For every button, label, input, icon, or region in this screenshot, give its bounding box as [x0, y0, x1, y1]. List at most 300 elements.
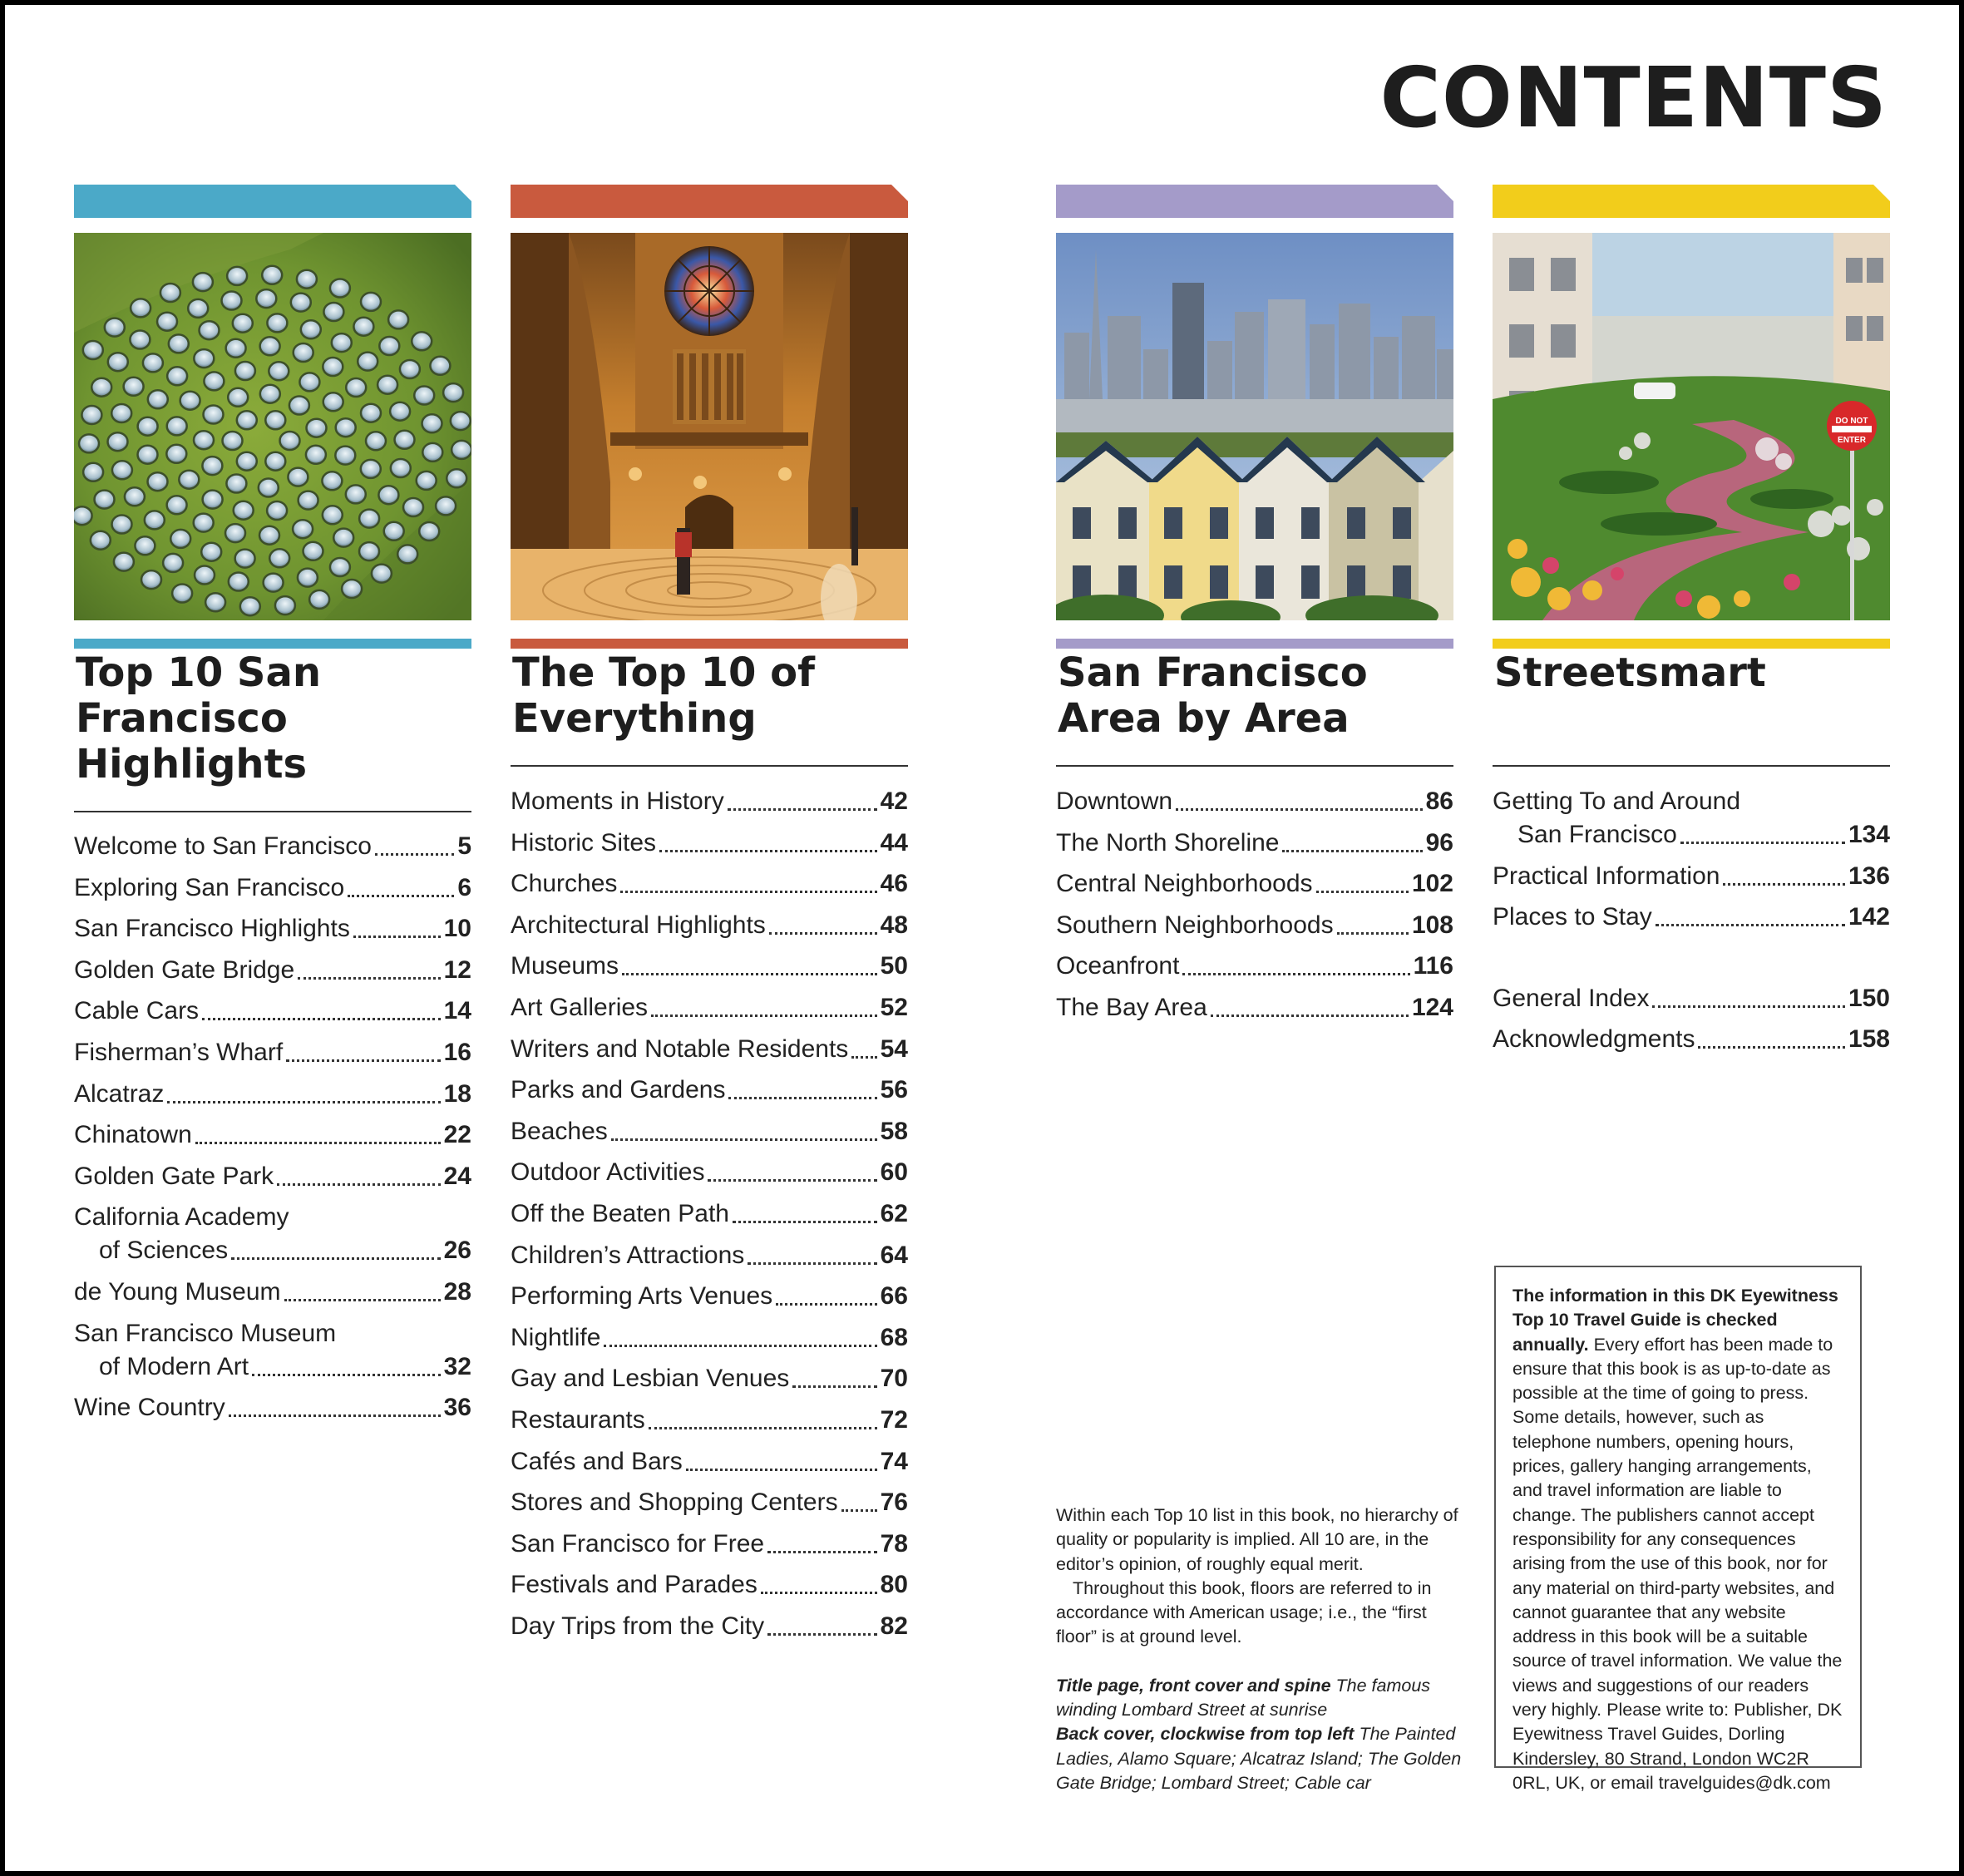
toc-entry-page: 46: [880, 870, 908, 898]
toc-entry[interactable]: [511, 827, 908, 860]
section-bar: [74, 639, 471, 649]
skylight: [359, 510, 379, 528]
leader-dots: [1282, 850, 1422, 852]
skylight: [124, 378, 144, 396]
info-box-text: Every effort has been made to ensure that this book is as up-to-date as possible at the time of going to press. Some details, however, such as telephone numbers, opening hours, prices, gallery hanging arrangements, and travel information are liable to change. The publishers cannot accept responsibility for any consequences arising from the use of this book, nor for any material on third-party websites, and cannot guarantee that any website address in this book will be a suitable source of travel information. We value the views and suggestions of our readers very highly. Please write to: Publisher, DK Eyewitness Travel Guides, Dorling Kindersley, 80 Strand, London WC2R 0RL, UK, or email travelguides@dk.com: [1512, 1334, 1843, 1793]
toc-entry[interactable]: [511, 1239, 908, 1272]
info-box: [1494, 1266, 1862, 1793]
toc-entry-page: 26: [443, 1237, 471, 1265]
note-paragraph: Within each Top 10 list in this book, no hierarchy of quality or popularity is implied. All 10 are, in the editor’s opinion, of roughly equal merit.: [1056, 1505, 1458, 1574]
skylight: [306, 446, 326, 464]
leader-dots: [851, 1056, 876, 1059]
skylight: [265, 411, 285, 429]
toc-entry-page: 56: [880, 1076, 908, 1104]
skylight: [170, 530, 190, 548]
skylight: [111, 404, 131, 422]
toc-entry-label: Welcome to San Francisco: [74, 832, 372, 860]
skylight: [288, 468, 308, 486]
section-tab: [511, 185, 908, 218]
skylight: [114, 553, 134, 571]
skylight: [141, 570, 161, 589]
toc-entry[interactable]: [511, 1074, 908, 1107]
skylight: [259, 526, 279, 545]
toc-entry[interactable]: [511, 1486, 908, 1519]
toc-entry-label: Getting To and Around: [1493, 787, 1741, 815]
skylight: [336, 418, 356, 437]
section-everything: [511, 185, 908, 1640]
toc-entry[interactable]: [511, 1362, 908, 1395]
skylight: [235, 550, 255, 568]
leader-dots: [1656, 924, 1845, 926]
leader-dots: [167, 1101, 440, 1103]
skylight: [91, 531, 111, 550]
toc-entry-page: 76: [880, 1488, 908, 1517]
section-rule: [1056, 765, 1453, 767]
skylight: [222, 292, 242, 310]
toc-entry[interactable]: [511, 1528, 908, 1561]
toc-entry[interactable]: [74, 1118, 471, 1152]
skylight: [194, 349, 214, 368]
skylight: [160, 284, 180, 302]
skylight: [378, 486, 398, 504]
skylight: [112, 516, 132, 534]
skylight: [167, 417, 187, 435]
skylight: [138, 446, 158, 464]
skylight: [108, 353, 128, 371]
toc-entry-page: 150: [1848, 984, 1890, 1012]
credit-text: The Painted Ladies, Alamo Square; Alcatraz Island; The Golden Gate Bridge; Lombard Street; Cable car: [1056, 1724, 1462, 1793]
toc-entry[interactable]: [74, 1078, 471, 1111]
skylight: [299, 491, 318, 510]
toc-entry-page: 60: [880, 1158, 908, 1187]
toc-entry[interactable]: [1493, 785, 1890, 852]
toc-entry-page: 24: [443, 1162, 471, 1190]
skylight: [179, 471, 199, 489]
toc-entry-label: San Francisco Museum: [74, 1319, 337, 1347]
toc-entry[interactable]: [74, 1160, 471, 1193]
skylight: [228, 388, 248, 407]
skylight: [333, 529, 353, 547]
toc-entry-label: Historic Sites: [511, 828, 657, 857]
toc-entry-page: 58: [880, 1117, 908, 1145]
skylight: [163, 554, 183, 572]
toc-entry-page: 72: [880, 1405, 908, 1434]
leader-dots: [761, 1592, 877, 1594]
toc-entry[interactable]: [74, 1317, 471, 1384]
skylight: [202, 457, 222, 475]
skylight: [412, 332, 432, 350]
toc-entry-label: Cafés and Bars: [511, 1447, 683, 1475]
toc-entry-label: San Francisco for Free: [511, 1529, 765, 1558]
skylight: [81, 406, 101, 424]
toc-entry-label-cont: San Francisco: [1517, 821, 1677, 848]
skylight: [172, 585, 192, 603]
toc-entry-page: 12: [443, 955, 471, 984]
toc-entry-page: 136: [1848, 861, 1890, 890]
photo-credits: [1056, 1674, 1463, 1795]
toc-list: [1056, 785, 1453, 1033]
toc-entry[interactable]: [511, 1156, 908, 1189]
toc-entry-label: Festivals and Parades: [511, 1571, 757, 1599]
skylight: [299, 373, 319, 391]
toc-entry[interactable]: [511, 1610, 908, 1643]
toc-entry-label: Golden Gate Park: [74, 1162, 274, 1190]
skylight: [361, 404, 381, 422]
leader-dots: [353, 936, 441, 938]
toc-entry[interactable]: [1056, 867, 1453, 901]
toc-entry[interactable]: [74, 1201, 471, 1267]
skylight: [180, 392, 200, 410]
skylight: [397, 545, 417, 563]
skylight: [264, 574, 284, 592]
skylight: [74, 506, 92, 525]
note-paragraph: Throughout this book, floors are referred to in accordance with American usage; i.e., the “first floor” is at ground level.: [1056, 1577, 1432, 1647]
section-title: San Francisco Area by Area: [1058, 649, 1368, 742]
leader-dots: [659, 850, 877, 852]
section-tab: [1493, 185, 1890, 218]
toc-entry-page: 64: [880, 1241, 908, 1269]
page-title: CONTENTS: [1379, 49, 1888, 146]
skylight: [201, 543, 221, 561]
skylight: [323, 506, 343, 524]
skylight: [322, 471, 342, 490]
leader-dots: [277, 1183, 440, 1186]
skylight: [330, 279, 350, 298]
toc-entry[interactable]: [74, 1391, 471, 1424]
editorial-note: [1056, 1503, 1463, 1795]
toc-entry[interactable]: [74, 871, 471, 905]
skylight: [167, 496, 187, 514]
sign-text-line2: ENTER: [1838, 436, 1866, 445]
toc-entry-label: Alcatraz: [74, 1079, 165, 1108]
toc-entry[interactable]: [511, 1445, 908, 1479]
skylight: [225, 524, 245, 542]
skylight: [233, 314, 253, 333]
toc-entry-page: 5: [457, 832, 471, 860]
skylight: [194, 431, 214, 449]
toc-entry[interactable]: [511, 991, 908, 1024]
toc-entry[interactable]: [1493, 982, 1890, 1015]
toc-entry-page: 96: [1425, 828, 1453, 857]
section-bar: [1056, 639, 1453, 649]
toc-entry-label: Moments in History: [511, 787, 724, 815]
toc-entry-label: Beaches: [511, 1117, 608, 1145]
toc-entry-label: Fisherman’s Wharf: [74, 1038, 284, 1066]
toc-entry[interactable]: [1056, 909, 1453, 942]
toc-entry[interactable]: [1493, 901, 1890, 934]
toc-entry-page: 66: [880, 1282, 908, 1311]
skylight: [323, 303, 343, 321]
toc-entry[interactable]: [74, 912, 471, 945]
skylight: [226, 339, 246, 358]
leader-dots: [748, 1262, 876, 1265]
section-photo-cathedral: [511, 233, 908, 620]
leader-dots: [284, 1299, 441, 1301]
skylight: [234, 501, 254, 520]
skylight: [148, 472, 168, 491]
toc-entry[interactable]: [511, 1568, 908, 1602]
toc-entry-page: 82: [880, 1612, 908, 1640]
toc-list: [74, 830, 471, 1433]
section-photo-academy-roof: [74, 233, 471, 620]
toc-entry-label: Restaurants: [511, 1405, 645, 1434]
list-spacer: [1493, 942, 1890, 982]
skylight: [447, 469, 466, 487]
skylight: [414, 387, 434, 405]
toc-entry-label: Performing Arts Venues: [511, 1282, 773, 1311]
skylight: [372, 565, 392, 583]
toc-entry-page: 78: [880, 1529, 908, 1558]
toc-entry[interactable]: [74, 995, 471, 1028]
toc-entry-page: 142: [1848, 903, 1890, 931]
toc-entry-label: Nightlife: [511, 1323, 601, 1351]
leader-dots: [1182, 973, 1409, 975]
toc-entry-page: 86: [1425, 787, 1453, 815]
toc-entry-label: Central Neighborhoods: [1056, 870, 1313, 898]
skylight: [105, 318, 125, 337]
toc-entry[interactable]: [74, 1036, 471, 1069]
skylight: [95, 491, 115, 509]
skylight: [260, 337, 280, 355]
toc-entry-page: 14: [443, 997, 471, 1025]
toc-entry-page: 28: [443, 1277, 471, 1306]
leader-dots: [202, 1018, 441, 1020]
toc-entry-page: 44: [880, 828, 908, 857]
toc-entry-label: Exploring San Francisco: [74, 873, 345, 901]
toc-entry-label: Places to Stay: [1493, 903, 1652, 931]
skylight: [378, 376, 397, 394]
skylight: [361, 460, 381, 478]
skylight: [145, 511, 165, 529]
leader-dots: [767, 1551, 877, 1553]
toc-entry-label: San Francisco Highlights: [74, 915, 350, 943]
toc-entry-label: Chinatown: [74, 1121, 192, 1149]
skylight: [269, 549, 289, 567]
leader-dots: [1316, 891, 1409, 893]
section-title: Top 10 San Francisco Highlights: [76, 649, 322, 787]
leader-dots: [1211, 1015, 1409, 1017]
skylight: [125, 487, 145, 506]
toc-entry-label: Art Galleries: [511, 993, 649, 1021]
leader-dots: [1680, 842, 1845, 844]
toc-entry-page: 22: [443, 1121, 471, 1149]
leader-dots: [375, 853, 454, 856]
leader-dots: [708, 1179, 876, 1182]
skylight: [203, 491, 223, 509]
toc-entry-page: 158: [1848, 1025, 1890, 1054]
toc-entry[interactable]: [511, 909, 908, 942]
skylight: [204, 372, 224, 390]
section-title: Streetsmart: [1494, 649, 1766, 696]
toc-entry-label: Outdoor Activities: [511, 1158, 705, 1187]
toc-entry[interactable]: [511, 867, 908, 901]
section-bar: [511, 639, 908, 649]
toc-entry-label: California Academy: [74, 1203, 289, 1232]
section-rule: [511, 765, 908, 767]
toc-entry-label: Wine Country: [74, 1394, 225, 1422]
skylight: [346, 378, 366, 397]
toc-entry-label: Off the Beaten Path: [511, 1199, 729, 1227]
skylight: [83, 463, 103, 481]
leader-dots: [622, 973, 877, 975]
toc-entry-page: 62: [880, 1199, 908, 1227]
skylight: [400, 360, 420, 378]
skylight: [443, 383, 463, 402]
skylight: [391, 459, 411, 477]
skylight: [366, 432, 386, 450]
skylight: [193, 273, 213, 291]
skylight: [294, 343, 313, 362]
toc-entry[interactable]: [1493, 860, 1890, 893]
toc-entry-page: 102: [1411, 870, 1453, 898]
skylight: [131, 299, 151, 317]
toc-entry[interactable]: [1493, 1023, 1890, 1056]
toc-entry-label-cont: of Sciences: [99, 1237, 229, 1265]
toc-entry-label: Southern Neighborhoods: [1056, 911, 1334, 939]
skylight: [166, 445, 186, 463]
toc-entry[interactable]: [1056, 827, 1453, 860]
leader-dots: [769, 932, 877, 935]
skylight: [91, 378, 111, 397]
leader-dots: [1698, 1046, 1844, 1049]
toc-entry-page: 6: [457, 873, 471, 901]
skylight: [223, 432, 243, 450]
toc-entry[interactable]: [511, 1404, 908, 1437]
leader-dots: [792, 1385, 876, 1388]
skylight: [240, 597, 260, 615]
toc-entry[interactable]: [511, 1321, 908, 1355]
skylight: [227, 267, 247, 285]
toc-entry-page: 134: [1848, 821, 1890, 848]
leader-dots: [195, 1142, 441, 1144]
toc-entry[interactable]: [1056, 785, 1453, 818]
skylight: [323, 392, 343, 411]
skylight: [422, 443, 442, 462]
skylight: [267, 313, 287, 332]
toc-entry[interactable]: [511, 1033, 908, 1066]
skylight: [293, 520, 313, 538]
section-photo-lombard-street: [1493, 233, 1890, 620]
toc-entry-label: Gay and Lesbian Venues: [511, 1365, 790, 1393]
toc-entry-page: 116: [1413, 952, 1453, 980]
toc-entry[interactable]: [511, 785, 908, 818]
leader-dots: [604, 1345, 876, 1347]
credit-heading: Back cover, clockwise from top left: [1056, 1724, 1355, 1745]
section-highlights: [74, 185, 471, 1422]
leader-dots: [686, 1469, 877, 1471]
skylight: [419, 522, 439, 541]
skylight: [235, 362, 255, 380]
skylight: [108, 432, 128, 451]
toc-entry-page: 68: [880, 1323, 908, 1351]
skylight: [388, 310, 408, 328]
toc-entry[interactable]: [511, 950, 908, 983]
toc-entry[interactable]: [74, 1276, 471, 1309]
section-rule: [74, 811, 471, 812]
skylight: [275, 596, 295, 615]
toc-entry[interactable]: [74, 830, 471, 863]
painted-ladies-image: [1056, 233, 1453, 620]
toc-entry-page: 42: [880, 787, 908, 815]
skylight: [297, 270, 317, 289]
leader-dots: [1337, 932, 1409, 935]
leader-dots: [767, 1633, 877, 1636]
toc-entry-label: Oceanfront: [1056, 952, 1180, 980]
toc-entry-page: 16: [443, 1038, 471, 1066]
leader-dots: [348, 895, 454, 897]
toc-entry[interactable]: [74, 954, 471, 987]
toc-entry-page: 54: [880, 1034, 908, 1063]
credit-heading: Title page, front cover and spine: [1056, 1675, 1331, 1696]
toc-entry-page: 74: [880, 1447, 908, 1475]
leader-dots: [1652, 1005, 1844, 1008]
skylight: [346, 485, 366, 503]
toc-entry[interactable]: [511, 1280, 908, 1313]
toc-entry-label: Day Trips from the City: [511, 1612, 765, 1640]
skylight: [148, 390, 168, 408]
toc-entry[interactable]: [1056, 991, 1453, 1024]
toc-entry-label: The North Shoreline: [1056, 828, 1280, 857]
skylight: [291, 294, 311, 312]
toc-entry-page: 50: [880, 952, 908, 980]
skylight: [323, 358, 343, 376]
toc-list: [511, 785, 908, 1651]
skylight: [226, 475, 246, 493]
skylight: [260, 385, 280, 403]
skylight: [452, 441, 471, 459]
skylight: [307, 419, 327, 437]
toc-entry-page: 70: [880, 1365, 908, 1393]
toc-entry-page: 36: [443, 1394, 471, 1422]
skylight: [330, 558, 350, 576]
toc-entry-page: 10: [443, 915, 471, 943]
leader-dots: [776, 1303, 876, 1306]
toc-entry-label: Children’s Attractions: [511, 1241, 745, 1269]
toc-entry[interactable]: [511, 1197, 908, 1231]
toc-entry[interactable]: [1056, 950, 1453, 983]
skylight: [204, 406, 224, 424]
section-tab: [1056, 185, 1453, 218]
skylight: [229, 573, 249, 591]
leader-dots: [229, 1414, 441, 1417]
toc-entry-label: Parks and Gardens: [511, 1076, 726, 1104]
leader-dots: [1176, 808, 1423, 811]
toc-entry[interactable]: [511, 1115, 908, 1148]
lombard-street-image: [1493, 233, 1890, 620]
skylight: [332, 333, 352, 352]
skylight: [265, 452, 285, 471]
toc-entry-page: 124: [1411, 993, 1453, 1021]
toc-entry-page: 108: [1411, 911, 1453, 939]
skylight: [83, 341, 103, 359]
leader-dots: [733, 1221, 877, 1223]
leader-dots: [620, 891, 876, 893]
leader-dots: [649, 1427, 877, 1429]
skylight: [188, 299, 208, 318]
skylight: [169, 334, 189, 353]
skylight: [403, 498, 423, 516]
skylight: [309, 590, 329, 609]
toc-entry-label: Downtown: [1056, 787, 1173, 815]
leader-dots: [728, 1097, 876, 1099]
skylight: [379, 337, 399, 355]
skylight: [167, 367, 187, 385]
skylight: [422, 414, 442, 432]
toc-entry-page: 80: [880, 1571, 908, 1599]
section-streetsmart: [1493, 185, 1890, 1054]
section-title: The Top 10 of Everything: [512, 649, 815, 742]
skylight: [361, 293, 381, 311]
